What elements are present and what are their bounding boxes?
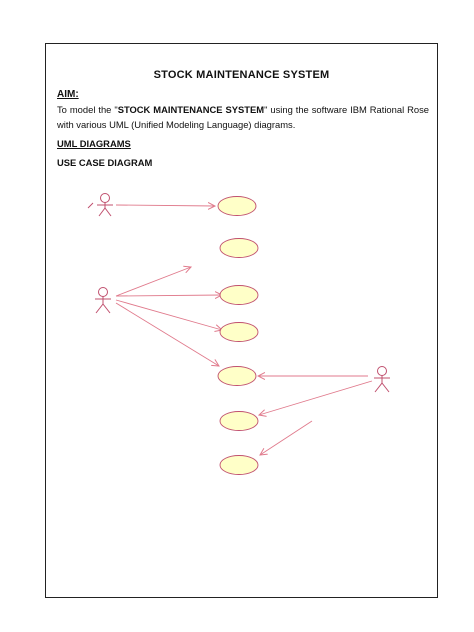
actor-3-figure — [374, 367, 390, 393]
aim-heading: AIM: — [57, 89, 79, 100]
use-case-3 — [220, 286, 258, 305]
association-extra-usecase7 — [260, 421, 312, 455]
uml-diagrams-heading: UML DIAGRAMS — [57, 138, 131, 149]
use-cases — [218, 197, 258, 475]
use-case-1 — [218, 197, 256, 216]
actor-2-figure — [95, 288, 111, 314]
association-actor2-usecase5 — [116, 303, 219, 366]
association-actor2-usecase4 — [116, 300, 222, 330]
aim-text-system-name: STOCK MAINTENANCE SYSTEM — [117, 104, 265, 115]
aim-text-start: To model the " — [57, 104, 118, 115]
use-case-6 — [220, 412, 258, 431]
use-case-2 — [220, 239, 258, 258]
aim-text-end: " using the software IBM Rational Rose with various UML (Unified Modeling Language) diagrams. — [57, 104, 430, 130]
association-actor2-extra — [116, 267, 191, 296]
use-case-5 — [218, 367, 256, 386]
use-case-diagram-heading: USE CASE DIAGRAM — [57, 157, 153, 168]
document-title: STOCK MAINTENANCE SYSTEM — [153, 69, 330, 81]
association-actor2-usecase3 — [116, 295, 222, 296]
association-actor1-usecase1 — [116, 205, 215, 206]
association-actor3-usecase6 — [259, 381, 372, 415]
actor-1-figure — [88, 194, 113, 217]
use-case-4 — [220, 323, 258, 342]
use-case-7 — [220, 456, 258, 475]
